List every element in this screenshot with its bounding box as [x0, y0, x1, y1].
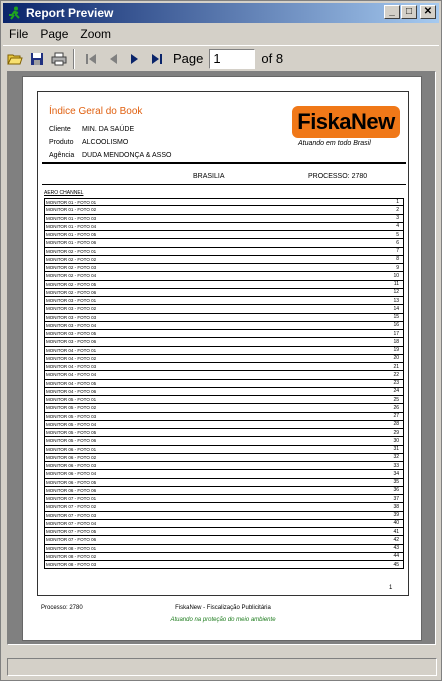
- row-number: 29: [393, 429, 399, 436]
- row-number: 4: [396, 223, 399, 230]
- client-row: [49, 126, 134, 133]
- header-divider: [42, 162, 406, 164]
- row-number: 10: [393, 272, 399, 279]
- index-table: [44, 198, 404, 569]
- row-number: 31: [393, 446, 399, 453]
- table-row: [44, 305, 404, 313]
- row-number: 12: [393, 289, 399, 296]
- table-row: [44, 487, 404, 495]
- row-number: 16: [393, 322, 399, 329]
- row-number: 40: [393, 520, 399, 527]
- table-row: [44, 446, 404, 454]
- save-icon[interactable]: [27, 49, 47, 69]
- row-number: 11: [393, 281, 399, 288]
- row-label: MONITOR 02 - FOTO 05: [46, 281, 97, 287]
- status-bar: [7, 658, 437, 676]
- table-row: [44, 198, 404, 206]
- table-row: [44, 512, 404, 520]
- row-number: 28: [393, 421, 399, 428]
- table-row: [44, 413, 404, 421]
- table-row: [44, 388, 404, 396]
- window-title: Report Preview: [26, 6, 114, 20]
- menu-bar: [3, 24, 439, 43]
- last-page-icon[interactable]: [147, 49, 167, 69]
- row-label: MONITOR 01 - FOTO 06: [46, 240, 97, 246]
- client-label: Cliente: [49, 126, 71, 133]
- row-label: MONITOR 06 - FOTO 06: [46, 487, 97, 493]
- row-number: 35: [393, 479, 399, 486]
- row-label: MONITOR 03 - FOTO 02: [46, 306, 97, 312]
- row-label: MONITOR 01 - FOTO 01: [46, 199, 97, 205]
- row-number: 37: [393, 495, 399, 502]
- row-number: 34: [393, 470, 399, 477]
- print-icon[interactable]: [49, 49, 69, 69]
- row-number: 38: [393, 503, 399, 510]
- report-page: [22, 76, 422, 641]
- row-label: MONITOR 07 - FOTO 04: [46, 520, 97, 526]
- agency-value: DUDA MENDONÇA & ASSO: [82, 152, 172, 159]
- row-label: MONITOR 04 - FOTO 03: [46, 364, 97, 370]
- row-number: 42: [393, 536, 399, 543]
- row-label: MONITOR 05 - FOTO 06: [46, 438, 97, 444]
- footer-process: Processo: 2780: [41, 605, 83, 611]
- row-number: 5: [396, 231, 399, 238]
- first-page-icon[interactable]: [81, 49, 101, 69]
- row-label: MONITOR 03 - FOTO 04: [46, 322, 97, 328]
- table-row: [44, 470, 404, 478]
- row-number: 30: [393, 437, 399, 444]
- table-row: [44, 495, 404, 503]
- row-label: MONITOR 07 - FOTO 02: [46, 504, 97, 510]
- row-label: MONITOR 02 - FOTO 03: [46, 265, 97, 271]
- table-row: [44, 239, 404, 247]
- row-label: MONITOR 04 - FOTO 05: [46, 380, 97, 386]
- table-row: [44, 503, 404, 511]
- table-row: [44, 281, 404, 289]
- row-label: MONITOR 08 - FOTO 01: [46, 545, 97, 551]
- table-row: [44, 528, 404, 536]
- toolbar: [3, 45, 439, 71]
- table-row: [44, 289, 404, 297]
- logo-slogan: Atuando em todo Brasil: [298, 140, 371, 147]
- row-label: MONITOR 07 - FOTO 05: [46, 529, 97, 535]
- page-label: Page: [173, 51, 204, 66]
- section-title: AERO CHANNEL: [44, 190, 84, 196]
- report-frame: [37, 91, 409, 596]
- table-row: [44, 545, 404, 553]
- row-label: MONITOR 05 - FOTO 02: [46, 405, 97, 411]
- product-label: Produto: [49, 139, 74, 146]
- row-label: MONITOR 06 - FOTO 03: [46, 463, 97, 469]
- table-row: [44, 404, 404, 412]
- client-value: MIN. DA SAÚDE: [82, 126, 135, 133]
- row-label: MONITOR 05 - FOTO 04: [46, 421, 97, 427]
- table-row: [44, 421, 404, 429]
- table-row: [44, 272, 404, 280]
- table-row: [44, 248, 404, 256]
- close-button[interactable]: ✕: [420, 5, 436, 19]
- agency-label: Agência: [49, 152, 75, 159]
- minimize-button[interactable]: _: [384, 5, 400, 19]
- city-label: BRASILIA: [193, 173, 225, 180]
- row-label: MONITOR 08 - FOTO 03: [46, 562, 97, 568]
- row-number: 25: [393, 396, 399, 403]
- row-label: MONITOR 05 - FOTO 05: [46, 430, 97, 436]
- menu-page[interactable]: Page: [40, 26, 69, 41]
- row-number: 1: [396, 199, 399, 206]
- row-label: MONITOR 07 - FOTO 03: [46, 512, 97, 518]
- table-row: [44, 363, 404, 371]
- row-number: 32: [393, 454, 399, 461]
- product-value: ALCOOLISMO: [82, 139, 129, 146]
- row-number: 8: [396, 256, 399, 263]
- row-number: 17: [393, 330, 399, 337]
- row-label: MONITOR 05 - FOTO 03: [46, 413, 97, 419]
- table-row: [44, 215, 404, 223]
- row-label: MONITOR 07 - FOTO 06: [46, 537, 97, 543]
- row-label: MONITOR 01 - FOTO 04: [46, 223, 97, 229]
- row-number: 9: [396, 264, 399, 271]
- row-label: MONITOR 05 - FOTO 01: [46, 397, 97, 403]
- row-number: 41: [393, 528, 399, 535]
- row-label: MONITOR 04 - FOTO 02: [46, 355, 97, 361]
- row-number: 14: [393, 305, 399, 312]
- fiskanew-logo: [292, 106, 400, 138]
- table-row: [44, 322, 404, 330]
- row-label: MONITOR 03 - FOTO 06: [46, 339, 97, 345]
- footer-slogan: Atuando na proteção do meio ambiente: [170, 617, 276, 623]
- row-number: 43: [393, 545, 399, 552]
- page-number: 1: [389, 585, 393, 591]
- table-row: [44, 338, 404, 346]
- page-number-input[interactable]: [209, 49, 255, 69]
- table-row: [44, 347, 404, 355]
- table-row: [44, 454, 404, 462]
- page-count-label: of 8: [261, 51, 284, 66]
- maximize-button[interactable]: □: [401, 5, 417, 19]
- table-row: [44, 429, 404, 437]
- row-number: 20: [393, 355, 399, 362]
- row-label: MONITOR 02 - FOTO 01: [46, 248, 97, 254]
- table-row: [44, 396, 404, 404]
- row-number: 24: [393, 388, 399, 395]
- row-label: MONITOR 03 - FOTO 05: [46, 331, 97, 337]
- logo-text: FiskaNew: [297, 109, 395, 134]
- prev-page-icon[interactable]: [103, 49, 123, 69]
- row-number: 44: [393, 553, 399, 560]
- row-number: 33: [393, 462, 399, 469]
- agency-row: [49, 152, 171, 159]
- running-man-icon: [6, 5, 22, 21]
- row-label: MONITOR 02 - FOTO 02: [46, 256, 97, 262]
- row-number: 36: [393, 487, 399, 494]
- row-number: 21: [393, 363, 399, 370]
- table-row: [44, 437, 404, 445]
- row-number: 39: [393, 512, 399, 519]
- folder-open-icon[interactable]: [5, 49, 25, 69]
- row-number: 22: [393, 371, 399, 378]
- table-row: [44, 231, 404, 239]
- table-row: [44, 380, 404, 388]
- row-label: MONITOR 07 - FOTO 01: [46, 496, 97, 502]
- table-row: [44, 297, 404, 305]
- report-title: Índice Geral do Book: [49, 106, 143, 117]
- row-label: MONITOR 01 - FOTO 05: [46, 232, 97, 238]
- row-label: MONITOR 01 - FOTO 02: [46, 207, 97, 213]
- row-label: MONITOR 04 - FOTO 04: [46, 372, 97, 378]
- row-label: MONITOR 08 - FOTO 02: [46, 553, 97, 559]
- preview-viewport[interactable]: [7, 71, 436, 645]
- row-number: 13: [393, 297, 399, 304]
- row-number: 15: [393, 314, 399, 321]
- table-row: [44, 479, 404, 487]
- table-row: [44, 314, 404, 322]
- table-row: [44, 206, 404, 214]
- table-row: [44, 355, 404, 363]
- row-number: 7: [396, 248, 399, 255]
- row-number: 2: [396, 206, 399, 213]
- product-row: [49, 139, 128, 146]
- row-label: MONITOR 06 - FOTO 04: [46, 471, 97, 477]
- next-page-icon[interactable]: [125, 49, 145, 69]
- row-label: MONITOR 04 - FOTO 01: [46, 347, 97, 353]
- table-row: [44, 462, 404, 470]
- table-row: [44, 561, 404, 569]
- row-number: 45: [393, 561, 399, 568]
- menu-file[interactable]: File: [9, 26, 29, 41]
- row-label: MONITOR 01 - FOTO 03: [46, 215, 97, 221]
- row-label: MONITOR 06 - FOTO 02: [46, 454, 97, 460]
- table-row: [44, 330, 404, 338]
- row-number: 18: [393, 338, 399, 345]
- row-label: MONITOR 03 - FOTO 03: [46, 314, 97, 320]
- footer-company: FiskaNew - Fiscalização Publicitária: [175, 605, 271, 611]
- row-number: 3: [396, 215, 399, 222]
- table-row: [44, 553, 404, 561]
- row-label: MONITOR 02 - FOTO 04: [46, 273, 97, 279]
- row-number: 23: [393, 380, 399, 387]
- toolbar-separator: [73, 49, 75, 69]
- row-number: 6: [396, 239, 399, 246]
- row-number: 27: [393, 413, 399, 420]
- table-row: [44, 536, 404, 544]
- row-label: MONITOR 04 - FOTO 06: [46, 388, 97, 394]
- subheader-divider: [42, 184, 406, 185]
- process-label: PROCESSO: 2780: [308, 173, 368, 180]
- row-label: MONITOR 06 - FOTO 01: [46, 446, 97, 452]
- table-row: [44, 264, 404, 272]
- row-label: MONITOR 02 - FOTO 06: [46, 289, 97, 295]
- row-label: MONITOR 06 - FOTO 05: [46, 479, 97, 485]
- row-number: 19: [393, 347, 399, 354]
- row-label: MONITOR 03 - FOTO 01: [46, 298, 97, 304]
- row-number: 26: [393, 404, 399, 411]
- table-row: [44, 223, 404, 231]
- title-bar[interactable]: [3, 3, 439, 23]
- table-row: [44, 256, 404, 264]
- table-row: [44, 371, 404, 379]
- table-row: [44, 520, 404, 528]
- menu-zoom[interactable]: Zoom: [80, 26, 112, 41]
